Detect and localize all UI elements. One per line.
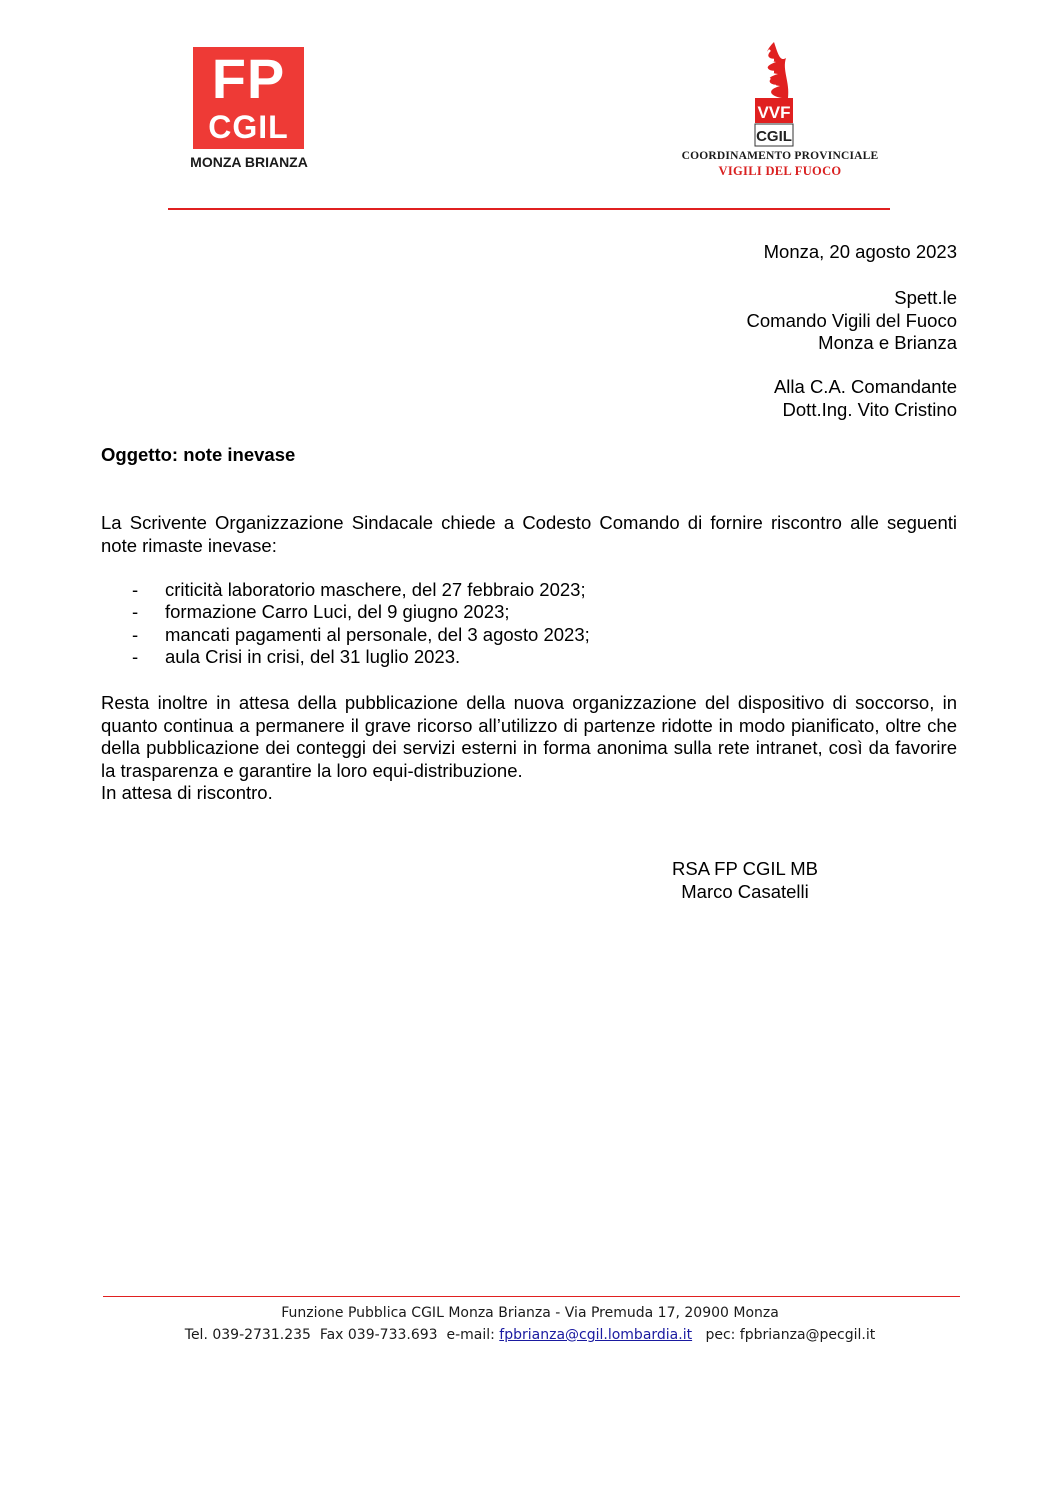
letter-closing: In attesa di riscontro.: [101, 782, 273, 803]
list-bullet: -: [132, 646, 139, 667]
footer-pec: pec: fpbrianza@pecgil.it: [692, 1327, 876, 1343]
letter-paragraph: Resta inoltre in attesa della pubblicazione della nuova organizzazione del dispositivo di soccorso, in quanto continua a permanere il grave ricorso all’utilizzo di partenze ridotte in modo pianificato, oltre che della pubblicazione dei conteggi dei servizi esterni in forma anonima sulla rete intranet, così da favorire la trasparenza e garantire la loro equi-distribuzione.: [101, 692, 957, 781]
recipient-block: [747, 287, 957, 355]
attention-block: [774, 376, 957, 421]
footer-phone-fax: Tel. 039-2731.235 Fax 039-733.693 e-mail:: [184, 1327, 500, 1343]
list-bullet: -: [132, 624, 139, 645]
list-item-text: formazione Carro Luci, del 9 giugno 2023;: [165, 601, 510, 622]
letter-intro: La Scrivente Organizzazione Sindacale chiede a Codesto Comando di fornire riscontro alle seguenti note rimaste inevase:: [101, 512, 957, 556]
signature-organization: RSA FP CGIL MB: [672, 858, 818, 879]
logo-monza-brianza-text: MONZA BRIANZA: [190, 154, 308, 170]
recipient-line-1: Spett.le: [894, 287, 957, 308]
vvf-cgil-badge-text: CGIL: [756, 128, 792, 145]
header-divider: [168, 208, 890, 210]
footer-divider: [103, 1296, 960, 1297]
logo-fp-text: FP: [211, 47, 286, 110]
vvf-flame-icon: [752, 40, 796, 148]
list-item-text: mancati pagamenti al personale, del 3 agosto 2023;: [165, 624, 590, 645]
signature-block: [645, 858, 845, 903]
recipient-line-2: Comando Vigili del Fuoco: [746, 309, 957, 331]
coordinamento-provinciale-text: COORDINAMENTO PROVINCIALE: [681, 150, 879, 162]
recipient-line-3: Monza e Brianza: [818, 332, 957, 353]
list-bullet: -: [132, 579, 139, 600]
footer-contacts: [0, 1327, 1060, 1343]
letter-subject: Oggetto: note inevase: [101, 444, 296, 465]
attention-line-1: Alla C.A. Comandante: [773, 376, 957, 397]
footer-email-link[interactable]: fpbrianza@cgil.lombardia.it: [499, 1327, 693, 1343]
signature-name: Marco Casatelli: [681, 880, 809, 902]
list-item-text: criticità laboratorio maschere, del 27 febbraio 2023;: [165, 579, 586, 600]
footer-address: Funzione Pubblica CGIL Monza Brianza - Via Premuda 17, 20900 Monza: [281, 1305, 779, 1321]
fp-cgil-logo: [193, 47, 304, 149]
letter-date: Monza, 20 agosto 2023: [763, 241, 957, 262]
list-bullet: -: [132, 601, 139, 622]
vigili-del-fuoco-text: VIGILI DEL FUOCO: [718, 164, 842, 178]
attention-line-2: Dott.Ing. Vito Cristino: [782, 398, 957, 420]
logo-cgil-text: CGIL: [208, 109, 289, 145]
list-item-text: aula Crisi in crisi, del 31 luglio 2023.: [165, 646, 461, 667]
vvf-badge-text: VVF: [757, 103, 791, 122]
